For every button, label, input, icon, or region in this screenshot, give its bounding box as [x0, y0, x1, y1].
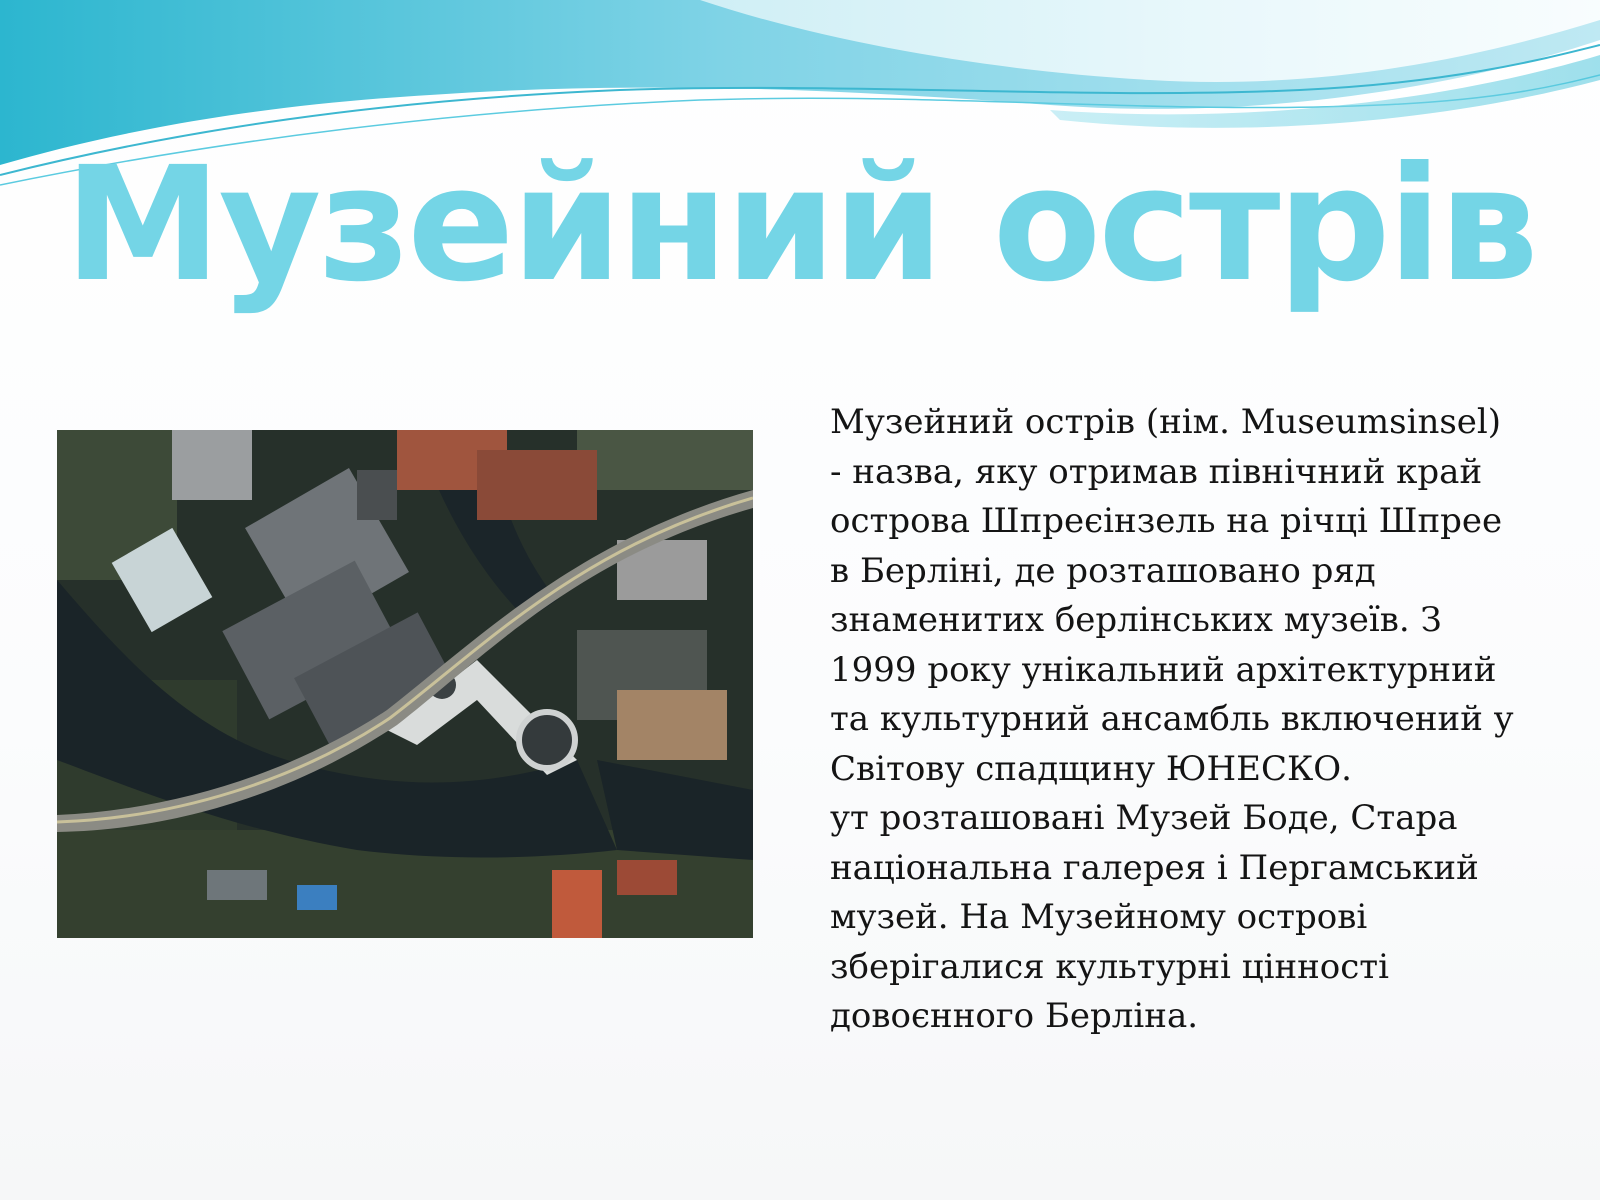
description-line: Світову спадщину ЮНЕСКО.: [830, 748, 1352, 789]
description-line: музей. На Музейному острові: [830, 897, 1368, 937]
slide-title: Музейний острів: [64, 133, 1536, 317]
description-line: та культурний ансамбль включений у: [830, 699, 1514, 739]
description-line: довоєнного Берліна.: [830, 996, 1199, 1036]
description-line: знаменитих берлінських музеїв. З: [830, 600, 1442, 640]
description-text: [830, 398, 1570, 1042]
description-line: зберігалися культурні цінності: [830, 946, 1389, 987]
description-line: - назва, яку отримав північний край: [830, 451, 1483, 492]
description-line: в Берліні, де розташовано ряд: [830, 550, 1376, 591]
aerial-photo: [57, 430, 753, 938]
description-line: ут розташовані Музей Боде, Стара: [830, 798, 1458, 838]
description-line: національна галерея і Пергамський: [830, 847, 1479, 888]
aerial-photo-illustration: [57, 430, 753, 938]
description-line: 1999 року унікальний архітектурний: [830, 649, 1497, 690]
description-line: Музейний острів (нім. Museumsinsel): [830, 402, 1502, 442]
description-line: острова Шпреєінзель на річці Шпрее: [830, 501, 1503, 541]
